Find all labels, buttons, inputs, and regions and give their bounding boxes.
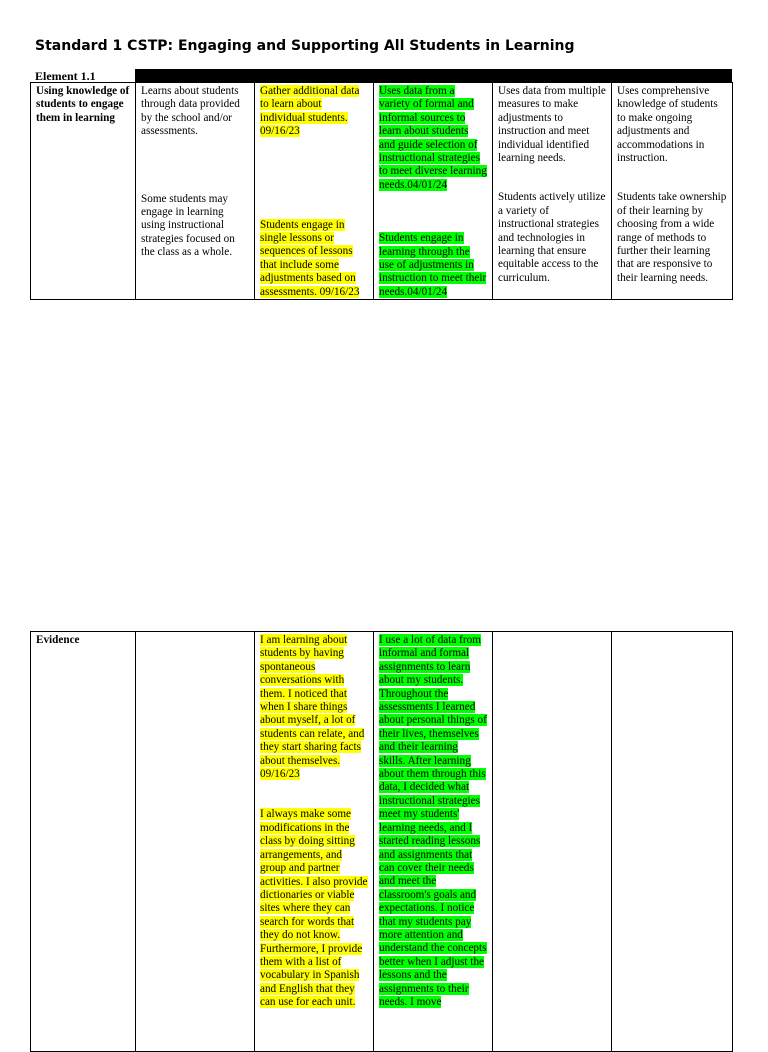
cell-bottom-text: Students take ownership of their learning by choosing from a wide range of methods to further their learning that are responsive to their learning needs.: [617, 191, 727, 284]
cell-bottom-text: Students engage in single lessons or sequences of lessons that include some adjustments based on assessments. 09/16/23: [260, 218, 360, 298]
table-row: [31, 632, 733, 1052]
cell-top-text: Gather additional data to learn about individual students. 09/16/23: [260, 85, 360, 138]
evidence-cell-applying: [374, 632, 493, 1052]
evidence-text: I always make some modifications in the class by doing sitting arrangements, and group and partner activities. I also provide dictionaries or viable sites where they can search for words that they do not know. Furthermore, I provide them with a list of vocabulary in Spanish and English that they can use for each unit.: [260, 808, 368, 1009]
rubric-cell-integrating: [493, 83, 612, 300]
evidence-date: 09/16/23: [260, 768, 300, 781]
rubric-cell-innovating: [612, 83, 733, 300]
page-title: Standard 1 CSTP: Engaging and Supporting All Students in Learning: [35, 38, 575, 54]
table-row: [31, 83, 733, 300]
element-label: Element 1.1: [35, 69, 96, 83]
evidence-cell-emerging: [136, 632, 255, 1052]
evidence-table: [30, 631, 733, 1052]
evidence-cell-innovating: [612, 632, 733, 1052]
cell-top-text: Uses comprehensive knowledge of students to make ongoing adjustments and accommodations in instruction.: [617, 85, 718, 165]
evidence-cell-exploring: [255, 632, 374, 1052]
rubric-cell-applying: [374, 83, 493, 300]
rubric-cell-exploring: [255, 83, 374, 300]
cell-top-text: Learns about students through data provided by the school and/or assessments.: [141, 85, 240, 138]
cell-bottom-text: Students engage in learning through the use of adjustments in instruction to meet their needs.04/01/24: [379, 232, 487, 298]
rubric-cell-emerging: [136, 83, 255, 300]
cell-bottom-text: Some students may engage in learning using instructional strategies focused on the class as a whole.: [141, 192, 235, 259]
evidence-text: I am learning about students by having spontaneous conversations with them. I noticed that when I share things about myself, a lot of students can relate, and they start sharing facts about themselves.: [260, 634, 365, 767]
evidence-cell-integrating: [493, 632, 612, 1052]
evidence-text: I use a lot of data from informal and formal assignments to learn about my students. Throughout the assessments I learned about personal things of their lives, themselves and their learning skills. After learning about them through this data, I decided what instructional strategies meet my students' learning needs, and I started reading lessons and assignments that can cover their needs and meet the classroom's goals and expectations. I notice that my students pay more attention and understand the concepts better when I adjust the lessons and the assignments to their needs. I move: [379, 634, 487, 1008]
cell-bottom-text: Students actively utilize a variety of instructional strategies and technologies in learning that ensure equitable access to the curriculum.: [498, 191, 606, 284]
cell-top-text: Uses data from multiple measures to make adjustments to instruction and meet individual identified learning needs.: [498, 85, 606, 165]
header-bar: [135, 69, 732, 82]
cell-top-text: Uses data from a variety of formal and informal sources to learn about students and guide selection of instructional strategies to meet diverse learning needs.04/01/24: [379, 85, 487, 191]
rubric-table: [30, 82, 733, 300]
row-label: Using knowledge of students to engage them in learning: [31, 83, 136, 300]
evidence-label: Evidence: [31, 632, 136, 1052]
